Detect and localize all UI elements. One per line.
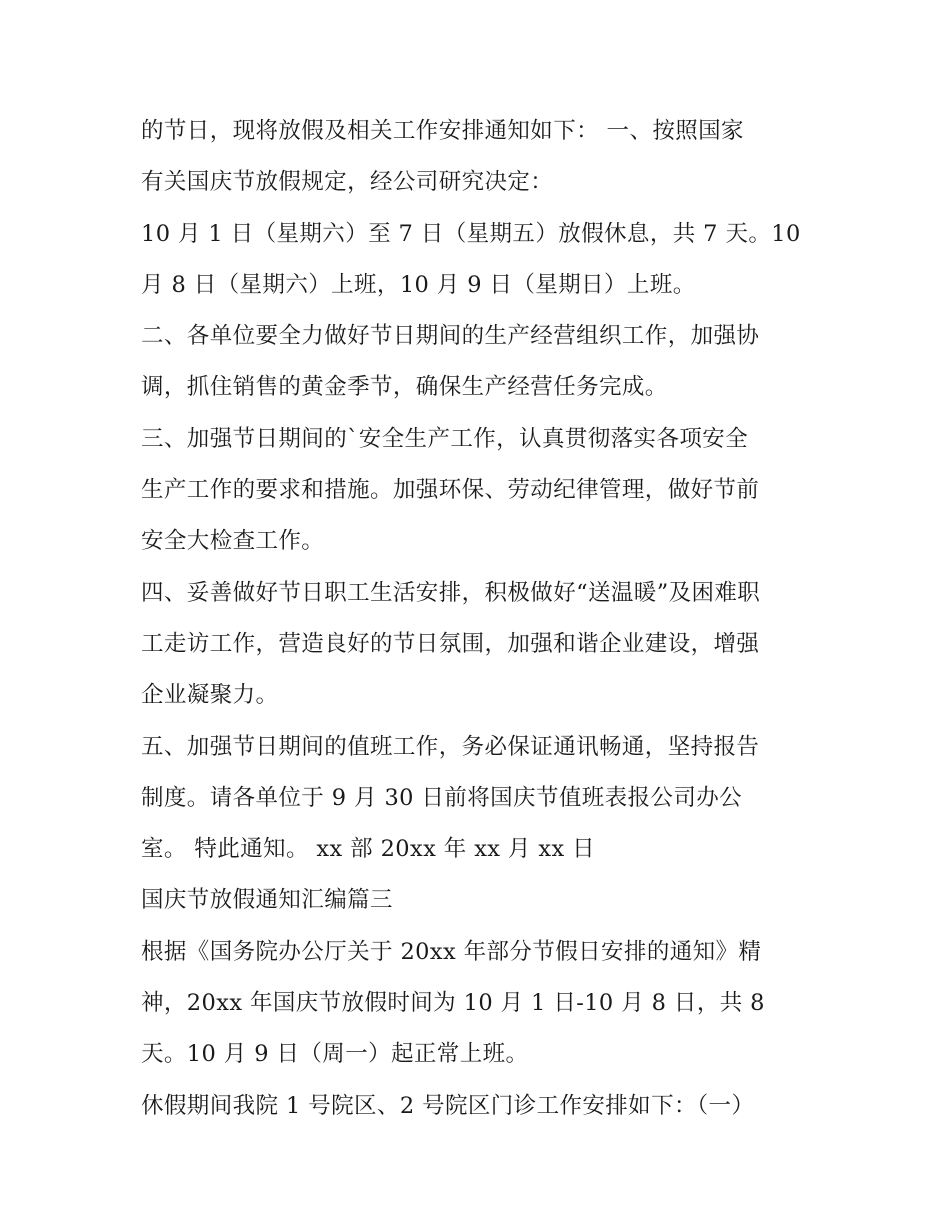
text-line: 四、妥善做好节日职工生活安排，积极做好“送温暖”及困难职 — [141, 579, 761, 606]
text-line: 室。 特此通知。 xx 部 20xx 年 xx 月 xx 日 — [141, 836, 596, 863]
section-heading: 国庆节放假通知汇编篇三 — [141, 887, 393, 914]
text-line: 生产工作的要求和措施。加强环保、劳动纪律管理，做好节前 — [141, 477, 760, 504]
text-line: 天。10 月 9 日（周一）起正常上班。 — [141, 1041, 529, 1068]
text-line: 有关国庆节放假规定，经公司研究决定： — [141, 169, 554, 196]
text-line: 企业凝聚力。 — [141, 682, 279, 709]
text-line: 二、各单位要全力做好节日期间的生产经营组织工作，加强协 — [141, 323, 760, 350]
text-line: 10 月 1 日（星期六）至 7 日（星期五）放假休息，共 7 天。10 — [141, 220, 801, 247]
text-line: 安全大检查工作。 — [141, 528, 325, 555]
text-line: 三、加强节日期间的`安全生产工作，认真贯彻落实各项安全 — [141, 425, 749, 452]
text-line: 根据《国务院办公厅关于 20xx 年部分节假日安排的通知》精 — [141, 938, 762, 965]
text-line: 五、加强节日期间的值班工作，务必保证通讯畅通，坚持报告 — [141, 733, 760, 760]
text-line: 制度。请各单位于 9 月 30 日前将国庆节值班表报公司办公 — [141, 784, 743, 811]
text-line: 工走访工作，营造良好的节日氛围，加强和谐企业建设，增强 — [141, 630, 760, 657]
text-line: 神，20xx 年国庆节放假时间为 10 月 1 日-10 月 8 日，共 8 — [141, 990, 765, 1017]
text-line: 的节日，现将放假及相关工作安排通知如下： 一、按照国家 — [141, 118, 744, 144]
document-body — [141, 106, 831, 1132]
text-line: 调，抓住销售的黄金季节，确保生产经营任务完成。 — [141, 374, 668, 401]
text-line: 月 8 日（星期六）上班，10 月 9 日（星期日）上班。 — [141, 271, 696, 298]
text-line: 休假期间我院 1 号院区、2 号院区门诊工作安排如下：（一） — [141, 1092, 755, 1119]
